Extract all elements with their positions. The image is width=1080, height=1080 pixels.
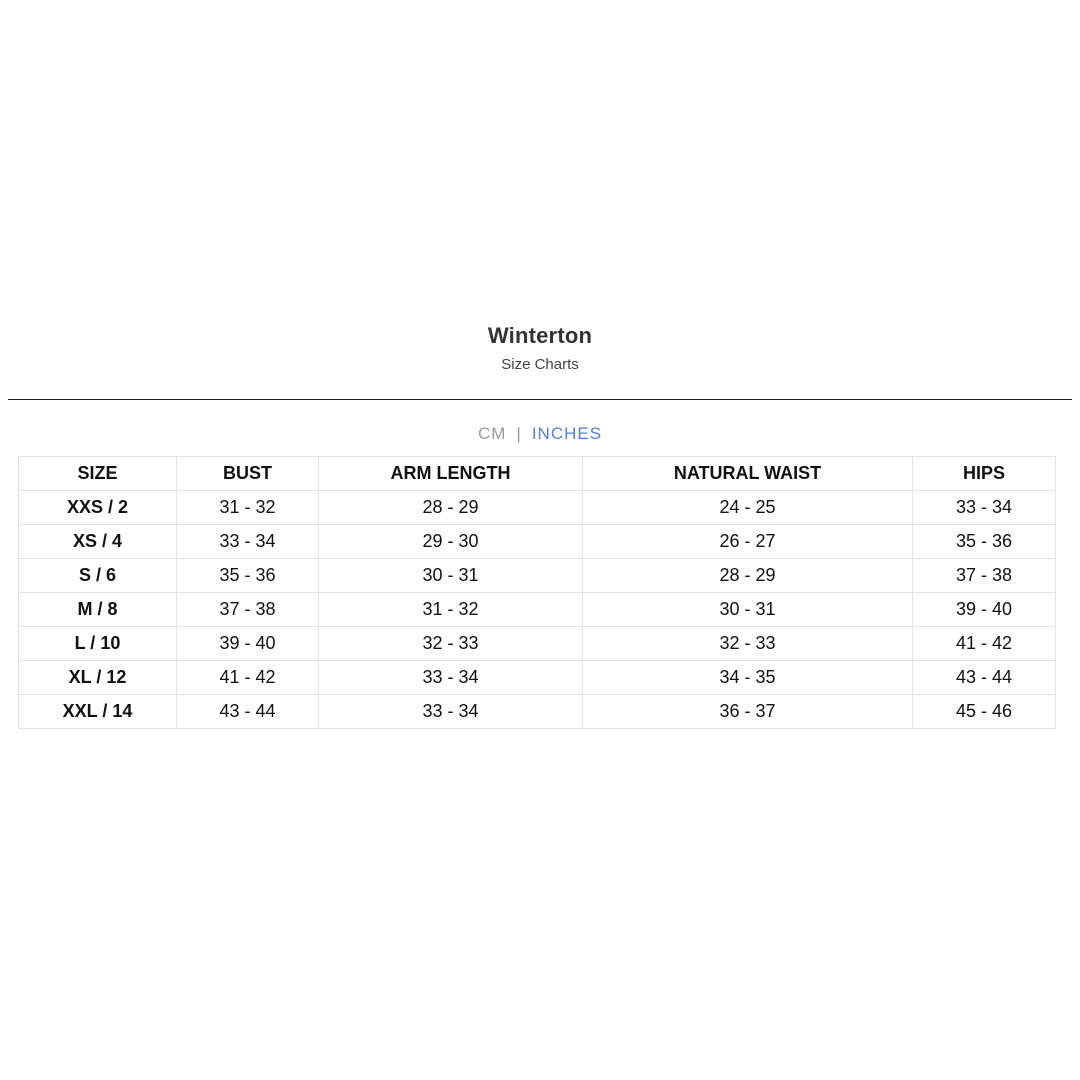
page-title: Winterton xyxy=(487,323,593,348)
unit-separator: | xyxy=(516,424,522,443)
arm-length-cell: 30 - 31 xyxy=(319,559,583,593)
size-table xyxy=(18,456,1056,729)
arm-length-cell: 29 - 30 xyxy=(319,525,583,559)
column-header-bust: BUST xyxy=(177,457,319,491)
size-cell: S / 6 xyxy=(19,559,177,593)
size-cell: M / 8 xyxy=(19,593,177,627)
natural-waist-cell: 32 - 33 xyxy=(583,627,913,661)
size-cell: XXL / 14 xyxy=(19,695,177,729)
hips-cell: 33 - 34 xyxy=(913,491,1056,525)
column-header-arm-length: ARM LENGTH xyxy=(319,457,583,491)
natural-waist-cell: 36 - 37 xyxy=(583,695,913,729)
natural-waist-cell: 30 - 31 xyxy=(583,593,913,627)
bust-cell: 39 - 40 xyxy=(177,627,319,661)
size-cell: XS / 4 xyxy=(19,525,177,559)
natural-waist-cell: 24 - 25 xyxy=(583,491,913,525)
table-row xyxy=(19,661,1056,695)
arm-length-cell: 32 - 33 xyxy=(319,627,583,661)
table-header-row xyxy=(19,457,1056,491)
unit-inches-button[interactable]: INCHES xyxy=(531,424,603,443)
page-subtitle: Size Charts xyxy=(501,356,579,373)
unit-cm-button[interactable]: CM xyxy=(477,424,507,443)
table-row xyxy=(19,695,1056,729)
natural-waist-cell: 26 - 27 xyxy=(583,525,913,559)
column-header-natural-waist: NATURAL WAIST xyxy=(583,457,913,491)
natural-waist-cell: 28 - 29 xyxy=(583,559,913,593)
bust-cell: 33 - 34 xyxy=(177,525,319,559)
arm-length-cell: 33 - 34 xyxy=(319,695,583,729)
bust-cell: 35 - 36 xyxy=(177,559,319,593)
hips-cell: 45 - 46 xyxy=(913,695,1056,729)
bust-cell: 37 - 38 xyxy=(177,593,319,627)
header xyxy=(0,322,1080,374)
bust-cell: 31 - 32 xyxy=(177,491,319,525)
size-cell: XL / 12 xyxy=(19,661,177,695)
hips-cell: 41 - 42 xyxy=(913,627,1056,661)
column-header-hips: HIPS xyxy=(913,457,1056,491)
arm-length-cell: 31 - 32 xyxy=(319,593,583,627)
hips-cell: 43 - 44 xyxy=(913,661,1056,695)
table-row xyxy=(19,491,1056,525)
hips-cell: 39 - 40 xyxy=(913,593,1056,627)
table-row xyxy=(19,627,1056,661)
size-cell: L / 10 xyxy=(19,627,177,661)
bust-cell: 41 - 42 xyxy=(177,661,319,695)
table-row xyxy=(19,525,1056,559)
unit-toggle xyxy=(0,424,1080,444)
size-cell: XXS / 2 xyxy=(19,491,177,525)
table-row xyxy=(19,593,1056,627)
column-header-size: SIZE xyxy=(19,457,177,491)
arm-length-cell: 33 - 34 xyxy=(319,661,583,695)
bust-cell: 43 - 44 xyxy=(177,695,319,729)
header-divider xyxy=(8,399,1072,400)
hips-cell: 35 - 36 xyxy=(913,525,1056,559)
arm-length-cell: 28 - 29 xyxy=(319,491,583,525)
hips-cell: 37 - 38 xyxy=(913,559,1056,593)
table-row xyxy=(19,559,1056,593)
natural-waist-cell: 34 - 35 xyxy=(583,661,913,695)
